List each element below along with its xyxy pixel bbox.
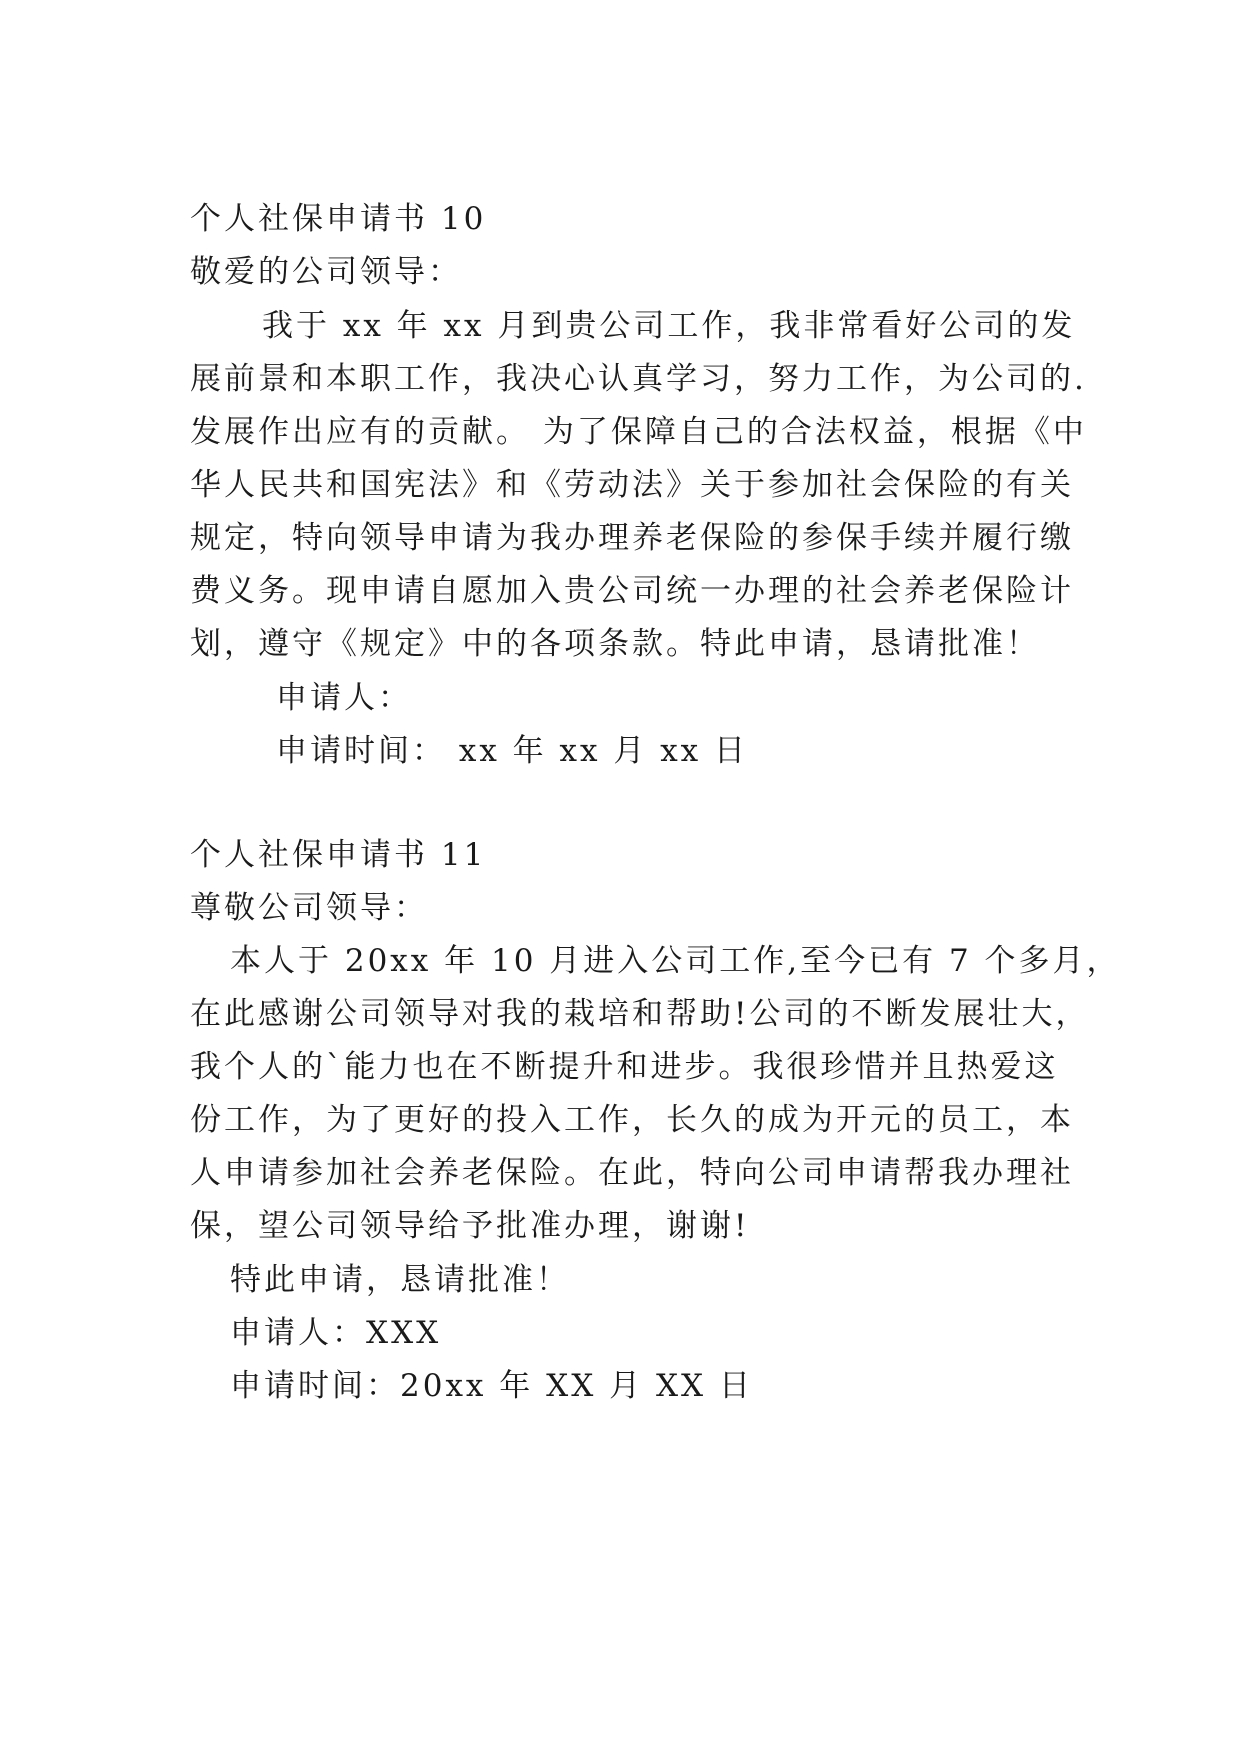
section-11-paragraph-line: 人申请参加社会养老保险。在此，特向公司申请帮我办理社 xyxy=(190,1155,1074,1191)
section-11-title: 个人社保申请书 11 xyxy=(190,837,487,873)
section-11-closing: 特此申请，恳请批准！ xyxy=(230,1262,570,1298)
section-10-paragraph-line: 规定，特向领导申请为我办理养老保险的参保手续并履行缴 xyxy=(190,520,1074,556)
section-10-paragraph-line: 展前景和本职工作，我决心认真学习，努力工作，为公司的. xyxy=(190,361,1087,397)
section-10-date: 申请时间： xx 年 xx 月 xx 日 xyxy=(276,733,749,769)
section-11-applicant: 申请人：XXX xyxy=(230,1315,442,1351)
section-11-paragraph-line: 我个人的`能力也在不断提升和进步。我很珍惜并且热爱这 xyxy=(190,1049,1059,1085)
section-10-paragraph-line: 费义务。现申请自愿加入贵公司统一办理的社会养老保险计 xyxy=(190,573,1074,609)
section-10-paragraph-line: 发展作出应有的贡献。 为了保障自己的合法权益，根据《中 xyxy=(190,414,1087,450)
section-10-applicant: 申请人： xyxy=(276,680,412,716)
section-10-paragraph-line: 我于 xx 年 xx 月到贵公司工作，我非常看好公司的发 xyxy=(262,308,1076,344)
section-11-date: 申请时间：20xx 年 XX 月 XX 日 xyxy=(230,1368,753,1404)
section-10-title: 个人社保申请书 10 xyxy=(190,201,487,237)
section-10-salutation: 敬爱的公司领导： xyxy=(190,254,462,290)
section-11-paragraph-line: 在此感谢公司领导对我的栽培和帮助!公司的不断发展壮大， xyxy=(190,996,1090,1032)
section-10-paragraph-line: 华人民共和国宪法》和《劳动法》关于参加社会保险的有关 xyxy=(190,467,1074,503)
section-11-paragraph-line: 本人于 20xx 年 10 月进入公司工作,至今已有 7 个多月， xyxy=(230,943,1121,979)
section-10-paragraph-line: 划，遵守《规定》中的各项条款。特此申请，恳请批准！ xyxy=(190,626,1040,662)
section-11-salutation: 尊敬公司领导： xyxy=(190,890,428,926)
section-11-paragraph-line: 份工作，为了更好的投入工作，长久的成为开元的员工，本 xyxy=(190,1102,1074,1138)
section-11-paragraph-line: 保，望公司领导给予批准办理，谢谢! xyxy=(190,1208,750,1244)
